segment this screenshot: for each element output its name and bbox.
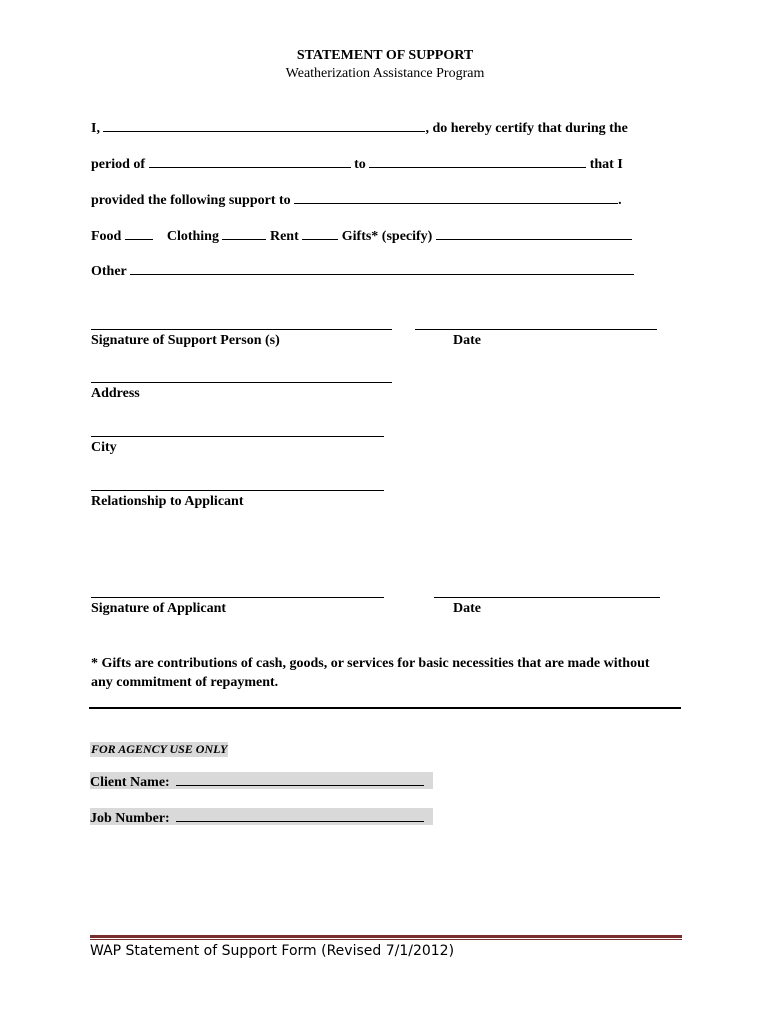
footer-text: WAP Statement of Support Form (Revised 7/1/2012) (90, 943, 455, 959)
period-row (91, 155, 623, 173)
gifts-note: * Gifts are contributions of cash, goods, or services for basic necessities that are made without any commitment of repayment. (91, 656, 650, 690)
certify-row (91, 119, 628, 137)
provided-row (91, 191, 622, 209)
support-signature-label: Signature of Support Person (s) (91, 333, 280, 348)
client-name-row (90, 772, 433, 789)
section-divider (89, 707, 681, 709)
clothing-label: Clothing (166, 229, 219, 244)
other-field[interactable] (130, 262, 634, 275)
rent-field[interactable] (302, 227, 338, 240)
applicant-signature-label: Signature of Applicant (91, 601, 227, 616)
support-date-label: Date (453, 333, 481, 348)
food-label: Food (91, 229, 122, 244)
footer-rule (90, 935, 682, 938)
i-label: I, (91, 121, 100, 136)
form-subtitle: Weatherization Assistance Program (285, 66, 485, 81)
relationship-line[interactable] (91, 490, 384, 491)
rent-label: Rent (269, 229, 299, 244)
support-date-line[interactable] (415, 329, 657, 330)
gifts-field[interactable] (436, 227, 632, 240)
other-row (91, 262, 634, 280)
certifier-name-field[interactable] (103, 119, 425, 132)
agency-use-heading: FOR AGENCY USE ONLY (91, 742, 228, 756)
form-title: STATEMENT OF SUPPORT (296, 48, 474, 63)
client-name-field[interactable] (176, 772, 424, 786)
provided-label: provided the following support to (91, 193, 291, 208)
applicant-signature-line[interactable] (91, 597, 384, 598)
applicant-date-line[interactable] (434, 597, 660, 598)
support-signature-line[interactable] (91, 329, 392, 330)
support-types-row (91, 227, 632, 245)
clothing-field[interactable] (222, 227, 266, 240)
relationship-label: Relationship to Applicant (91, 494, 244, 509)
other-label: Other (91, 264, 127, 279)
gifts-label: Gifts* (specify) (341, 229, 433, 244)
job-number-label: Job Number: (90, 811, 170, 826)
address-label: Address (91, 386, 140, 401)
footer-rule-thin (90, 939, 682, 940)
job-number-row (90, 808, 433, 825)
certify-text: , do hereby certify that during the (425, 121, 628, 136)
city-line[interactable] (91, 436, 384, 437)
job-number-field[interactable] (176, 808, 424, 822)
address-line[interactable] (91, 382, 392, 383)
city-label: City (91, 440, 117, 455)
client-name-label: Client Name: (90, 775, 170, 790)
to-label: to (354, 157, 366, 172)
period-label: period of (91, 157, 146, 172)
period-mark: . (618, 193, 622, 208)
applicant-date-label: Date (453, 601, 481, 616)
period-end-field[interactable] (369, 155, 586, 168)
period-start-field[interactable] (149, 155, 351, 168)
recipient-field[interactable] (294, 191, 618, 204)
food-field[interactable] (125, 227, 153, 240)
that-label: that I (589, 157, 623, 172)
